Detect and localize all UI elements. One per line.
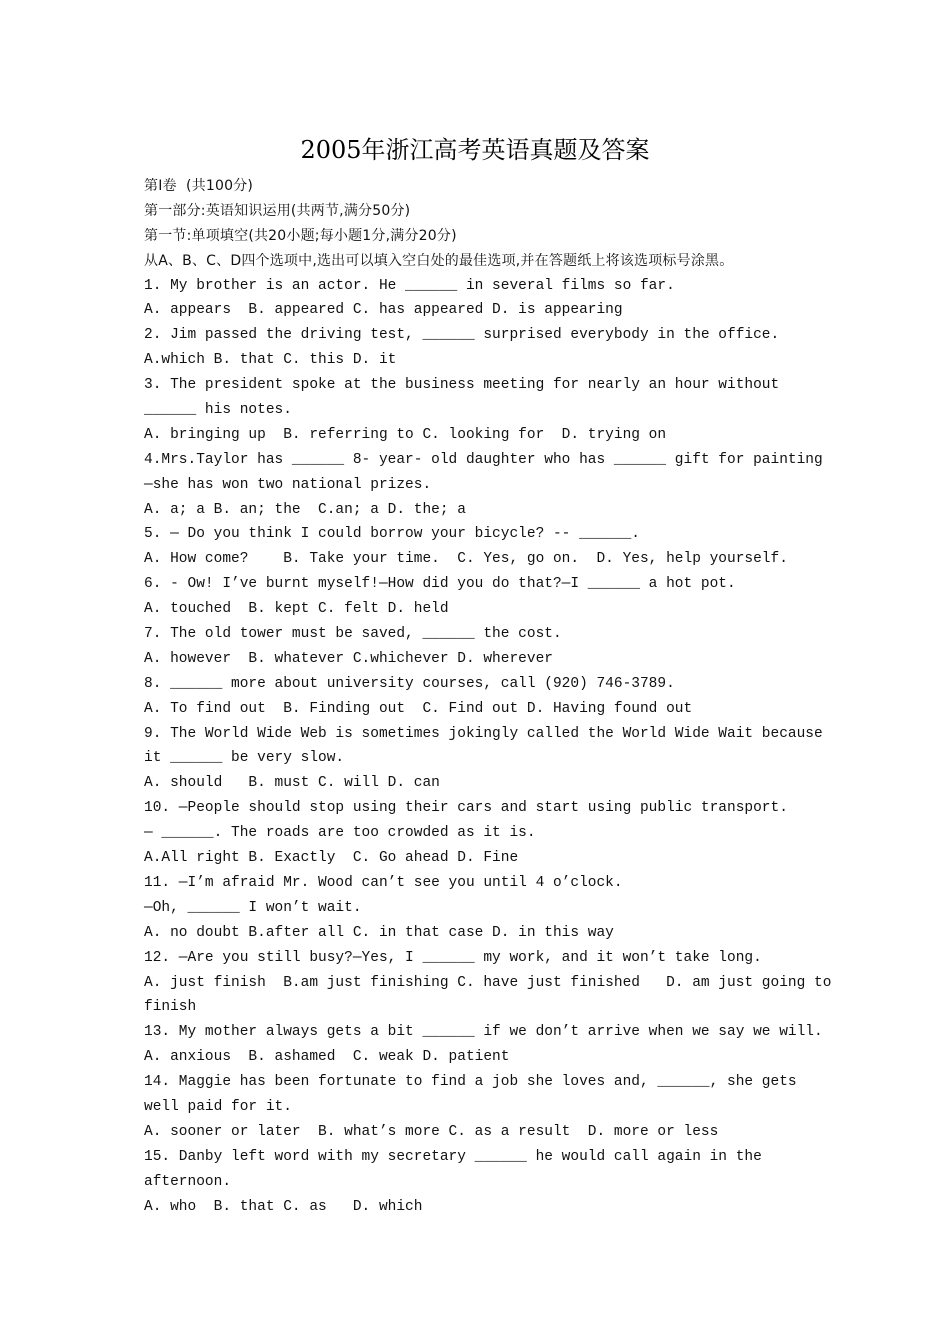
section-header: 第一部分:英语知识运用(共两节,满分50分) (144, 202, 411, 219)
options-line: A. appears B. appeared C. has appeared D. is appearing (144, 302, 623, 319)
question-line: 4.Mrs.Taylor has ______ 8- year- old daughter who has ______ gift for painting (144, 451, 823, 468)
document-body (144, 174, 844, 1219)
question-line: 3. The president spoke at the business meeting for nearly an hour without (144, 377, 780, 394)
question-line: well paid for it. (144, 1098, 292, 1115)
question-line: 1. My brother is an actor. He ______ in several films so far. (144, 277, 675, 294)
question-line: 14. Maggie has been fortunate to find a job she loves and, ______, she gets (144, 1074, 797, 1091)
options-line: A.All right B. Exactly C. Go ahead D. Fine (144, 850, 519, 867)
options-line: A. however B. whatever C.whichever D. wherever (144, 650, 553, 667)
question-line: —she has won two national prizes. (144, 476, 432, 493)
options-line: A. anxious B. ashamed C. weak D. patient (144, 1049, 510, 1066)
question-line: 10. —People should stop using their cars and start using public transport. (144, 800, 788, 817)
question-line: ______ his notes. (144, 402, 292, 419)
page-title: 2005年浙江高考英语真题及答案 (300, 136, 650, 164)
question-line: afternoon. (144, 1173, 232, 1190)
options-line: A.which B. that C. this D. it (144, 352, 397, 369)
question-line: — ______. The roads are too crowded as it is. (144, 825, 536, 842)
question-line: 15. Danby left word with my secretary ______ he would call again in the (144, 1148, 762, 1165)
options-line: A. sooner or later B. what’s more C. as a result D. more or less (144, 1123, 719, 1140)
options-line: A. who B. that C. as D. which (144, 1198, 423, 1215)
options-line: A. should B. must C. will D. can (144, 775, 440, 792)
question-line: 2. Jim passed the driving test, ______ surprised everybody in the office. (144, 327, 780, 344)
options-line: finish (144, 999, 197, 1016)
question-line: 13. My mother always gets a bit ______ if we don’t arrive when we say we will. (144, 1024, 823, 1041)
options-line: A. just finish B.am just finishing C. have just finished D. am just going to (144, 974, 832, 991)
options-line: A. How come? B. Take your time. C. Yes, go on. D. Yes, help yourself. (144, 551, 788, 568)
options-line: A. no doubt B.after all C. in that case D. in this way (144, 924, 614, 941)
instructions: 从A、B、C、D四个选项中,选出可以填入空白处的最佳选项,并在答题纸上将该选项标号涂黑。 (144, 252, 734, 269)
question-line: 5. — Do you think I could borrow your bicycle? -- ______. (144, 526, 640, 543)
question-line: 8. ______ more about university courses, call (920) 746-3789. (144, 675, 675, 692)
question-line: 6. - Ow! I’ve burnt myself!—How did you do that?—I ______ a hot pot. (144, 576, 736, 593)
section-header: 第Ⅰ卷 (共100分) (144, 178, 254, 194)
section-header: 第一节:单项填空(共20小题;每小题1分,满分20分) (144, 227, 457, 244)
question-line: 11. —I’m afraid Mr. Wood can’t see you until 4 o’clock. (144, 874, 623, 891)
question-line: 9. The World Wide Web is sometimes jokingly called the World Wide Wait because (144, 725, 823, 742)
question-line: 12. —Are you still busy?—Yes, I ______ my work, and it won’t take long. (144, 949, 762, 966)
options-line: A. touched B. kept C. felt D. held (144, 601, 449, 618)
options-line: A. bringing up B. referring to C. looking for D. trying on (144, 426, 667, 443)
question-line: —Oh, ______ I won’t wait. (144, 899, 362, 916)
question-line: it ______ be very slow. (144, 750, 345, 767)
question-line: 7. The old tower must be saved, ______ the cost. (144, 626, 562, 643)
options-line: A. To find out B. Finding out C. Find out D. Having found out (144, 700, 693, 717)
options-line: A. a; a B. an; the C.an; a D. the; a (144, 501, 466, 518)
